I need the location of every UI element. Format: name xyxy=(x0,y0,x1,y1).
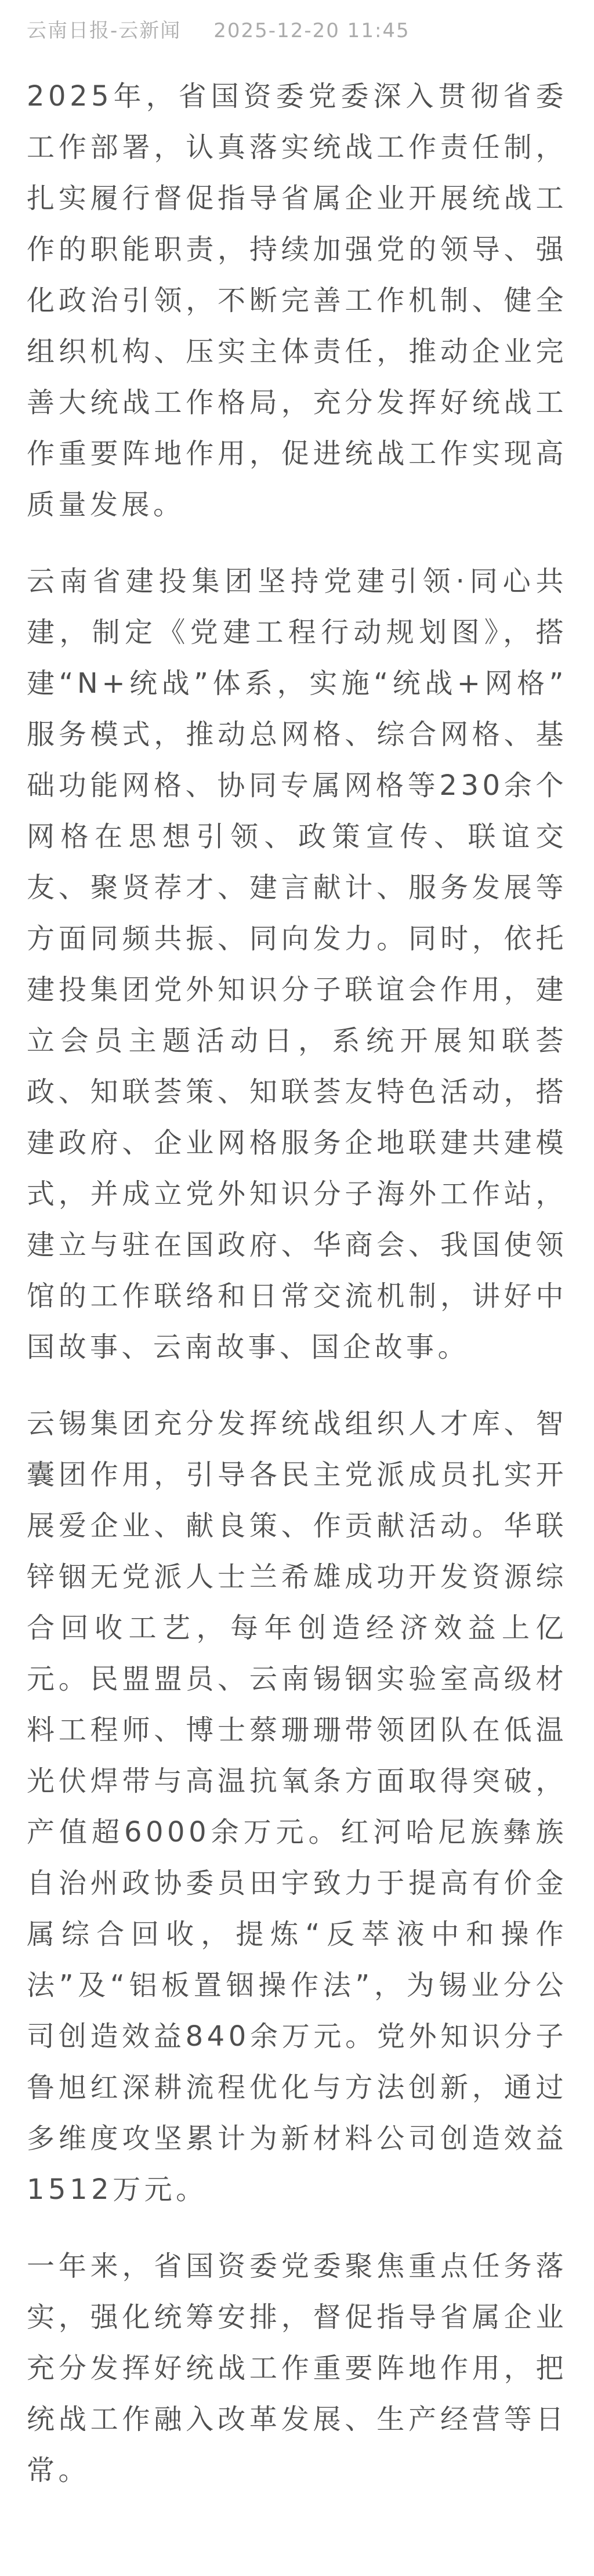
article-timestamp: 2025-12-20 11:45 xyxy=(213,19,410,42)
article-body xyxy=(27,71,567,2496)
article-source: 云南日报-云新闻 xyxy=(27,19,182,42)
article-paragraph: 2025年，省国资委党委深入贯彻省委工作部署，认真落实统战工作责任制，扎实履行督促指导省属企业开展统战工作的职能职责，持续加强党的领导、强化政治引领，不断完善工作机制、健全组织机构、压实主体责任，推动企业完善大统战工作格局，充分发挥好统战工作重要阵地作用，促进统战工作实现高质量发展。 xyxy=(27,80,567,521)
article-paragraph: 云锡集团充分发挥统战组织人才库、智囊团作用，引导各民主党派成员扎实开展爱企业、献良策、作贡献活动。华联锌铟无党派人士兰希雄成功开发资源综合回收工艺，每年创造经济效益上亿元。民盟盟员、云南锡铟实验室高级材料工程师、博士蔡珊珊带领团队在低温光伏焊带与高温抗氧条方面取得突破，产值超6000余万元。红河哈尼族彝族自治州政协委员田宇致力于提高有价金属综合回收，提炼“反萃液中和操作法”及“铝板置铟操作法”，为锡业分公司创造效益840余万元。党外知识分子鲁旭红深耕流程优化与方法创新，通过多维度攻坚累计为新材料公司创造效益1512万元。 xyxy=(27,1408,567,2206)
article-paragraph: 云南省建投集团坚持党建引领·同心共建，制定《党建工程行动规划图》，搭建“N+统战”体系，实施“统战+网格”服务模式，推动总网格、综合网格、基础功能网格、协同专属网格等230余个网格在思想引领、政策宣传、联谊交友、聚贤荐才、建言献计、服务发展等方面同频共振、同向发力。同时，依托建投集团党外知识分子联谊会作用，建立会员主题活动日，系统开展知联荟政、知联荟策、知联荟友特色活动，搭建政府、企业网格服务企地联建共建模式，并成立党外知识分子海外工作站，建立与驻在国政府、华商会、我国使领馆的工作联络和日常交流机制，讲好中国故事、云南故事、国企故事。 xyxy=(27,565,567,1363)
article-paragraph: 一年来，省国资委党委聚焦重点任务落实，强化统筹安排，督促指导省属企业充分发挥好统战工作重要阵地作用，把统战工作融入改革发展、生产经营等日常。 xyxy=(27,2250,567,2487)
article-meta xyxy=(27,17,567,44)
